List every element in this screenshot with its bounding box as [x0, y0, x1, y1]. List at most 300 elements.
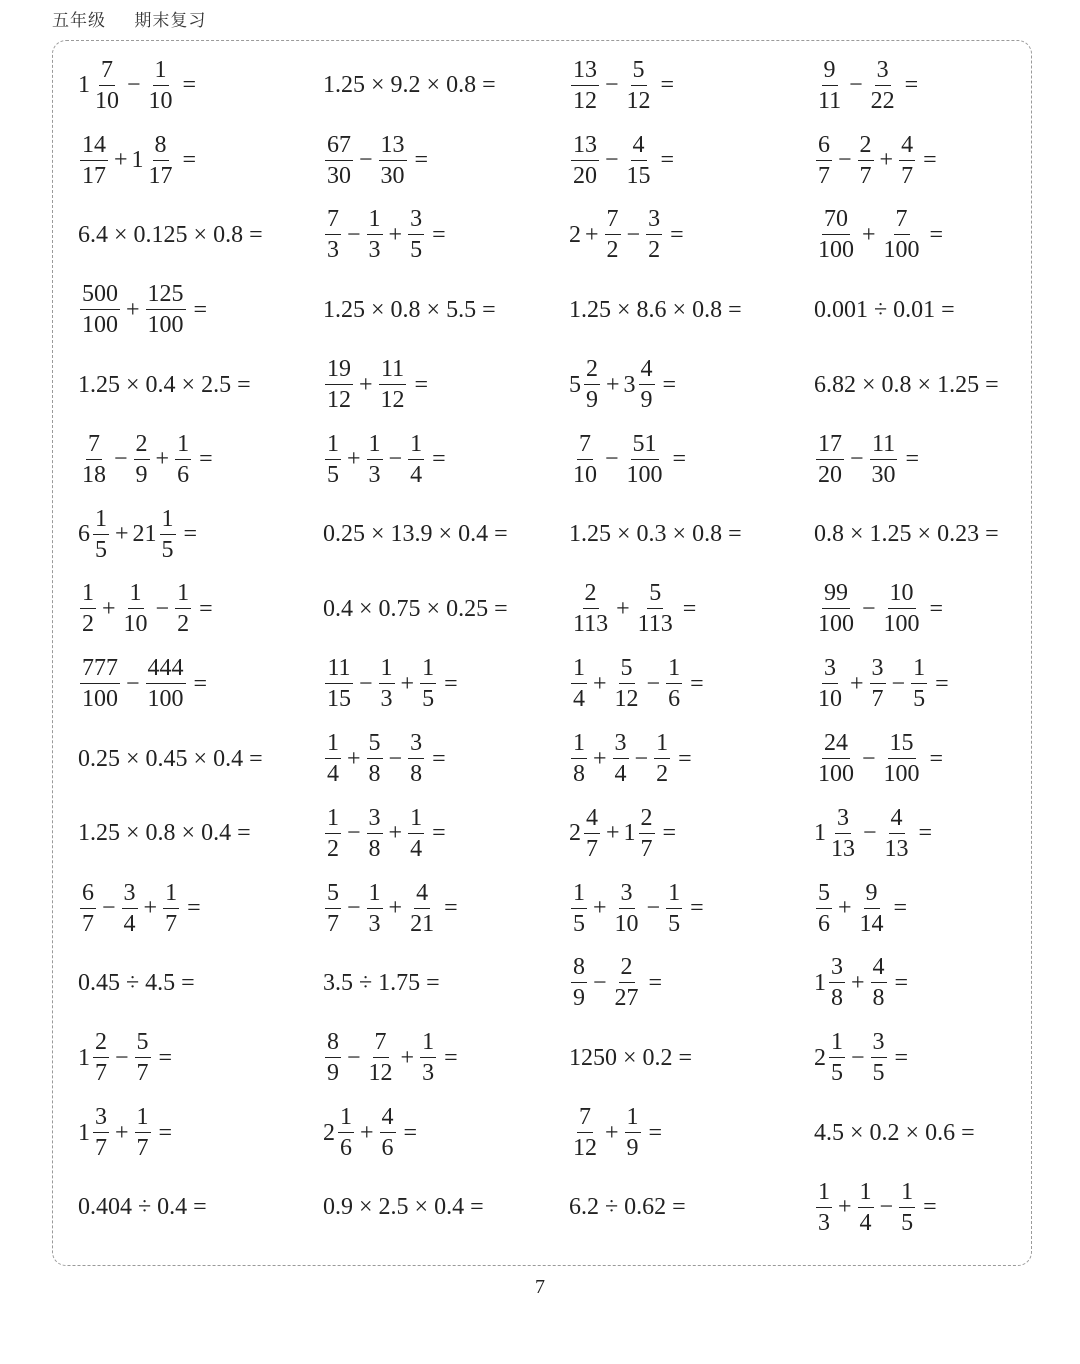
numerator: 1 — [175, 432, 191, 460]
equals-sign: = — [199, 446, 213, 473]
numerator: 1 — [163, 881, 179, 909]
exercise-problem — [78, 646, 323, 721]
fraction — [134, 432, 150, 487]
equals-sign: = — [662, 371, 677, 398]
equals-sign: = — [494, 521, 508, 548]
numerator: 1 — [175, 581, 191, 609]
numerator: 70 — [822, 207, 850, 235]
exercise-problem — [323, 272, 569, 347]
numerator: 1 — [911, 656, 927, 684]
denominator: 100 — [883, 237, 920, 264]
numerator: 1 — [408, 806, 424, 834]
numerator: 67 — [325, 133, 353, 161]
operator: + — [400, 1044, 415, 1071]
denominator: 12 — [380, 387, 405, 414]
operator: − — [862, 745, 876, 772]
numerator: 1 — [571, 881, 587, 909]
denominator: 2 — [656, 761, 669, 788]
exercise-problem — [323, 871, 569, 946]
denominator: 7 — [818, 162, 830, 189]
exercise-problem — [569, 572, 814, 647]
operator: + — [879, 147, 894, 174]
fraction — [571, 955, 587, 1010]
numerator: 19 — [325, 357, 353, 385]
fraction — [135, 1105, 151, 1160]
operator: + — [616, 595, 630, 622]
equals-sign: = — [894, 1044, 909, 1071]
denominator: 7 — [136, 1060, 149, 1087]
fraction — [80, 656, 120, 711]
numerator: 3 — [619, 881, 635, 909]
denominator: 6 — [818, 910, 830, 937]
numerator: 2 — [583, 581, 599, 609]
exercise-problem — [814, 572, 1054, 647]
numerator: 1 — [80, 581, 96, 609]
denominator: 100 — [147, 312, 184, 339]
fraction — [367, 1030, 395, 1085]
expression-text: 1.25 × 0.3 × 0.8 — [569, 521, 723, 548]
fraction — [858, 1180, 874, 1235]
fraction — [325, 207, 341, 262]
exercise-problem — [569, 646, 814, 721]
numerator: 7 — [605, 207, 621, 235]
numerator: 5 — [619, 656, 635, 684]
denominator: 7 — [165, 910, 178, 937]
denominator: 100 — [818, 611, 854, 638]
exercise-grid — [78, 48, 1038, 1245]
exercise-problem — [814, 1170, 1054, 1245]
exercise-problem — [323, 646, 569, 721]
operator: − — [126, 670, 140, 697]
numerator: 1 — [367, 881, 383, 909]
fraction — [147, 58, 175, 113]
numerator: 2 — [619, 955, 635, 983]
denominator: 12 — [614, 686, 639, 713]
numerator: 1 — [367, 207, 383, 235]
equals-sign: = — [444, 670, 458, 697]
operator: + — [115, 1119, 129, 1146]
exercise-problem — [569, 1020, 814, 1095]
operator: − — [634, 745, 649, 772]
operator: − — [155, 595, 170, 622]
equals-sign: = — [432, 221, 446, 248]
denominator: 9 — [135, 461, 148, 488]
equals-sign: = — [237, 820, 251, 847]
denominator: 14 — [859, 910, 884, 937]
numerator: 1 — [93, 507, 109, 535]
denominator: 100 — [82, 312, 118, 339]
denominator: 4 — [614, 761, 627, 788]
denominator: 5 — [668, 910, 681, 937]
numerator: 2 — [584, 357, 600, 385]
denominator: 7 — [901, 162, 914, 189]
fraction — [325, 357, 353, 412]
numerator: 3 — [871, 1030, 887, 1058]
numerator: 2 — [858, 133, 874, 161]
fraction — [870, 656, 886, 711]
exercise-problem — [569, 946, 814, 1021]
denominator: 8 — [872, 985, 885, 1012]
operator: − — [359, 670, 373, 697]
denominator: 12 — [327, 387, 351, 414]
operator: − — [850, 446, 864, 473]
exercise-problem — [814, 198, 1054, 273]
exercise-problem — [814, 422, 1054, 497]
operator: + — [347, 745, 361, 772]
fraction — [175, 432, 191, 487]
denominator: 3 — [818, 1209, 830, 1236]
equals-sign: = — [182, 147, 197, 174]
denominator: 7 — [586, 835, 598, 862]
fraction — [605, 207, 621, 262]
denominator: 30 — [327, 162, 351, 189]
expression-text: 1.25 × 0.8 × 0.4 — [78, 820, 232, 847]
numerator: 4 — [380, 1105, 396, 1133]
whole-number: 2 — [569, 820, 581, 847]
fraction — [420, 656, 436, 711]
equals-sign: = — [182, 72, 197, 99]
numerator: 15 — [888, 731, 916, 759]
equals-sign: = — [923, 1194, 937, 1221]
numerator: 7 — [373, 1030, 389, 1058]
exercise-problem — [814, 347, 1054, 422]
denominator: 100 — [82, 686, 118, 713]
denominator: 9 — [626, 1135, 639, 1162]
equals-sign: = — [660, 147, 675, 174]
exercise-problem — [569, 871, 814, 946]
exercise-problem — [78, 572, 323, 647]
fraction — [80, 581, 96, 636]
denominator: 113 — [637, 611, 673, 638]
numerator: 1 — [899, 1180, 915, 1208]
operator: + — [593, 670, 607, 697]
equals-sign: = — [181, 969, 195, 996]
numerator: 2 — [639, 806, 655, 834]
expression-text: 0.8 × 1.25 × 0.23 — [814, 521, 980, 548]
fraction — [408, 806, 424, 861]
denominator: 5 — [872, 1060, 885, 1087]
denominator: 10 — [573, 461, 597, 488]
exercise-problem — [78, 946, 323, 1021]
denominator: 100 — [818, 237, 854, 264]
numerator: 5 — [816, 881, 832, 909]
fraction — [870, 432, 898, 487]
operator: + — [838, 895, 852, 922]
equals-sign: = — [923, 147, 937, 174]
exercise-problem — [814, 272, 1054, 347]
operator: − — [115, 1044, 129, 1071]
operator: − — [347, 221, 361, 248]
fraction — [379, 656, 395, 711]
exercise-problem — [569, 1095, 814, 1170]
exercise-problem — [569, 796, 814, 871]
numerator: 1 — [367, 432, 383, 460]
denominator: 10 — [818, 686, 842, 713]
exercise-problem — [814, 1020, 1054, 1095]
equals-sign: = — [482, 296, 496, 323]
denominator: 5 — [913, 686, 926, 713]
denominator: 8 — [368, 761, 381, 788]
numerator: 5 — [325, 881, 341, 909]
fraction — [816, 207, 856, 262]
exercise-problem — [323, 497, 569, 572]
fraction — [325, 1030, 341, 1085]
fraction — [613, 955, 641, 1010]
numerator: 13 — [571, 133, 599, 161]
operator: − — [593, 969, 607, 996]
denominator: 4 — [327, 761, 339, 788]
denominator: 17 — [82, 162, 106, 189]
grade-label: 五年级 — [52, 11, 106, 31]
whole-number: 1 — [78, 1044, 90, 1071]
whole-number: 3 — [623, 371, 636, 398]
denominator: 2 — [327, 835, 339, 862]
fraction — [146, 656, 186, 711]
denominator: 20 — [818, 461, 842, 488]
exercise-problem — [78, 272, 323, 347]
numerator: 6 — [80, 881, 96, 909]
denominator: 12 — [573, 87, 597, 114]
numerator: 1 — [858, 1180, 874, 1208]
numerator: 1 — [325, 731, 341, 759]
equals-sign: = — [482, 72, 496, 99]
denominator: 100 — [883, 761, 920, 788]
fraction — [367, 881, 383, 936]
expression-text: 6.4 × 0.125 × 0.8 — [78, 221, 244, 248]
equals-sign: = — [648, 1119, 663, 1146]
expression-text: 1.25 × 8.6 × 0.8 — [569, 296, 723, 323]
denominator: 2 — [82, 611, 94, 638]
numerator: 99 — [822, 581, 850, 609]
denominator: 20 — [573, 162, 597, 189]
numerator: 7 — [99, 58, 115, 86]
expression-text: 0.404 ÷ 0.4 — [78, 1194, 188, 1221]
exercise-problem — [78, 871, 323, 946]
denominator: 27 — [614, 985, 639, 1012]
denominator: 113 — [573, 611, 609, 638]
denominator: 7 — [95, 1060, 107, 1087]
equals-sign: = — [494, 595, 508, 622]
page-number: 7 — [535, 1276, 545, 1298]
denominator: 5 — [901, 1209, 914, 1236]
equals-sign: = — [193, 1194, 207, 1221]
operator: − — [838, 147, 852, 174]
numerator: 5 — [647, 581, 663, 609]
numerator: 7 — [325, 207, 341, 235]
denominator: 5 — [831, 1060, 843, 1087]
numerator: 4 — [584, 806, 600, 834]
exercise-problem — [569, 123, 814, 198]
equals-sign: = — [158, 1119, 173, 1146]
denominator: 3 — [368, 237, 381, 264]
fraction — [122, 581, 150, 636]
fraction — [816, 881, 832, 936]
numerator: 11 — [379, 357, 406, 385]
denominator: 10 — [95, 87, 119, 114]
equals-sign: = — [894, 969, 909, 996]
equals-sign: = — [672, 1194, 686, 1221]
equals-sign: = — [941, 296, 955, 323]
denominator: 8 — [368, 835, 381, 862]
fraction — [869, 58, 897, 113]
equals-sign: = — [432, 446, 446, 473]
operator: − — [388, 745, 403, 772]
numerator: 4 — [414, 881, 430, 909]
expression-text: 6.2 ÷ 0.62 — [569, 1194, 667, 1221]
fraction — [93, 1105, 109, 1160]
fraction — [135, 1030, 151, 1085]
numerator: 3 — [646, 207, 662, 235]
equals-sign: = — [728, 296, 742, 323]
numerator: 3 — [829, 955, 845, 983]
denominator: 8 — [831, 985, 843, 1012]
fraction — [175, 581, 191, 636]
expression-text: 1.25 × 0.4 × 2.5 — [78, 371, 232, 398]
numerator: 1 — [816, 1180, 832, 1208]
numerator: 7 — [577, 1105, 593, 1133]
equals-sign: = — [158, 1044, 173, 1071]
operator: − — [879, 1194, 894, 1221]
fraction — [146, 282, 186, 337]
fraction — [613, 656, 641, 711]
operator: + — [126, 296, 140, 323]
equals-sign: = — [961, 1119, 975, 1146]
fraction — [571, 581, 610, 636]
numerator: 3 — [875, 58, 891, 86]
denominator: 3 — [380, 686, 393, 713]
equals-sign: = — [672, 446, 687, 473]
numerator: 13 — [571, 58, 599, 86]
numerator: 1 — [153, 58, 169, 86]
denominator: 5 — [95, 536, 107, 563]
equals-sign: = — [662, 820, 677, 847]
exercise-problem — [78, 1170, 323, 1245]
fraction — [325, 656, 353, 711]
numerator: 3 — [835, 806, 851, 834]
denominator: 21 — [410, 910, 435, 937]
fraction — [816, 731, 856, 786]
fraction — [584, 806, 600, 861]
exercise-problem — [569, 272, 814, 347]
exercise-problem — [814, 48, 1054, 123]
operator: − — [347, 820, 361, 847]
denominator: 8 — [573, 761, 585, 788]
equals-sign: = — [403, 1119, 418, 1146]
equals-sign: = — [929, 595, 944, 622]
expression-text: 0.9 × 2.5 × 0.4 — [323, 1194, 465, 1221]
fraction — [571, 731, 587, 786]
numerator: 14 — [80, 133, 108, 161]
denominator: 10 — [614, 910, 639, 937]
operator: + — [606, 371, 620, 398]
fraction — [829, 955, 845, 1010]
fraction — [325, 806, 341, 861]
numerator: 9 — [864, 881, 880, 909]
operator: + — [143, 895, 158, 922]
fraction — [408, 432, 424, 487]
whole-number: 1 — [78, 1119, 90, 1146]
equals-sign: = — [444, 895, 458, 922]
exercise-problem — [323, 347, 569, 422]
equals-sign: = — [985, 371, 999, 398]
numerator: 3 — [367, 806, 383, 834]
fraction — [571, 432, 599, 487]
equals-sign: = — [904, 72, 919, 99]
fraction — [367, 207, 383, 262]
numerator: 24 — [822, 731, 850, 759]
denominator: 9 — [573, 985, 585, 1012]
denominator: 18 — [82, 461, 106, 488]
equals-sign: = — [193, 296, 208, 323]
exercise-problem — [814, 1095, 1054, 1170]
fraction — [379, 357, 407, 412]
numerator: 5 — [367, 731, 383, 759]
operator: + — [359, 371, 373, 398]
expression-text: 1.25 × 0.8 × 5.5 — [323, 296, 477, 323]
numerator: 8 — [153, 133, 169, 161]
expression-text: 3.5 ÷ 1.75 — [323, 969, 421, 996]
numerator: 11 — [325, 656, 352, 684]
numerator: 13 — [379, 133, 407, 161]
denominator: 12 — [368, 1060, 393, 1087]
numerator: 1 — [379, 656, 395, 684]
operator: + — [114, 147, 128, 174]
whole-number: 21 — [132, 521, 157, 548]
numerator: 6 — [816, 133, 832, 161]
denominator: 100 — [883, 611, 920, 638]
numerator: 3 — [93, 1105, 109, 1133]
equals-sign: = — [414, 147, 429, 174]
exercise-problem — [323, 1095, 569, 1170]
numerator: 500 — [80, 282, 120, 310]
exercise-problem — [78, 48, 323, 123]
fraction — [325, 133, 353, 188]
fraction — [408, 207, 424, 262]
fraction — [666, 656, 682, 711]
exercise-problem — [569, 48, 814, 123]
operator: − — [891, 670, 906, 697]
fraction — [571, 58, 599, 113]
numerator: 4 — [899, 133, 915, 161]
operator: + — [862, 221, 876, 248]
equals-sign: = — [432, 745, 446, 772]
fraction — [636, 581, 675, 636]
exercise-problem — [78, 422, 323, 497]
exercise-problem — [814, 946, 1054, 1021]
operator: + — [851, 969, 865, 996]
numerator: 444 — [146, 656, 186, 684]
numerator: 51 — [631, 432, 659, 460]
exercise-problem — [814, 796, 1054, 871]
denominator: 7 — [640, 835, 653, 862]
fraction — [613, 881, 641, 936]
expression-text: 2 — [569, 221, 581, 248]
exercise-problem — [814, 123, 1054, 198]
exercise-problem — [78, 198, 323, 273]
denominator: 30 — [871, 461, 896, 488]
equals-sign: = — [935, 670, 949, 697]
fraction — [80, 432, 108, 487]
fraction — [379, 133, 407, 188]
denominator: 7 — [327, 910, 339, 937]
equals-sign: = — [193, 670, 208, 697]
numerator: 3 — [408, 207, 424, 235]
denominator: 12 — [626, 87, 651, 114]
fraction — [625, 58, 653, 113]
fraction — [367, 432, 383, 487]
denominator: 10 — [123, 611, 148, 638]
fraction — [122, 881, 138, 936]
